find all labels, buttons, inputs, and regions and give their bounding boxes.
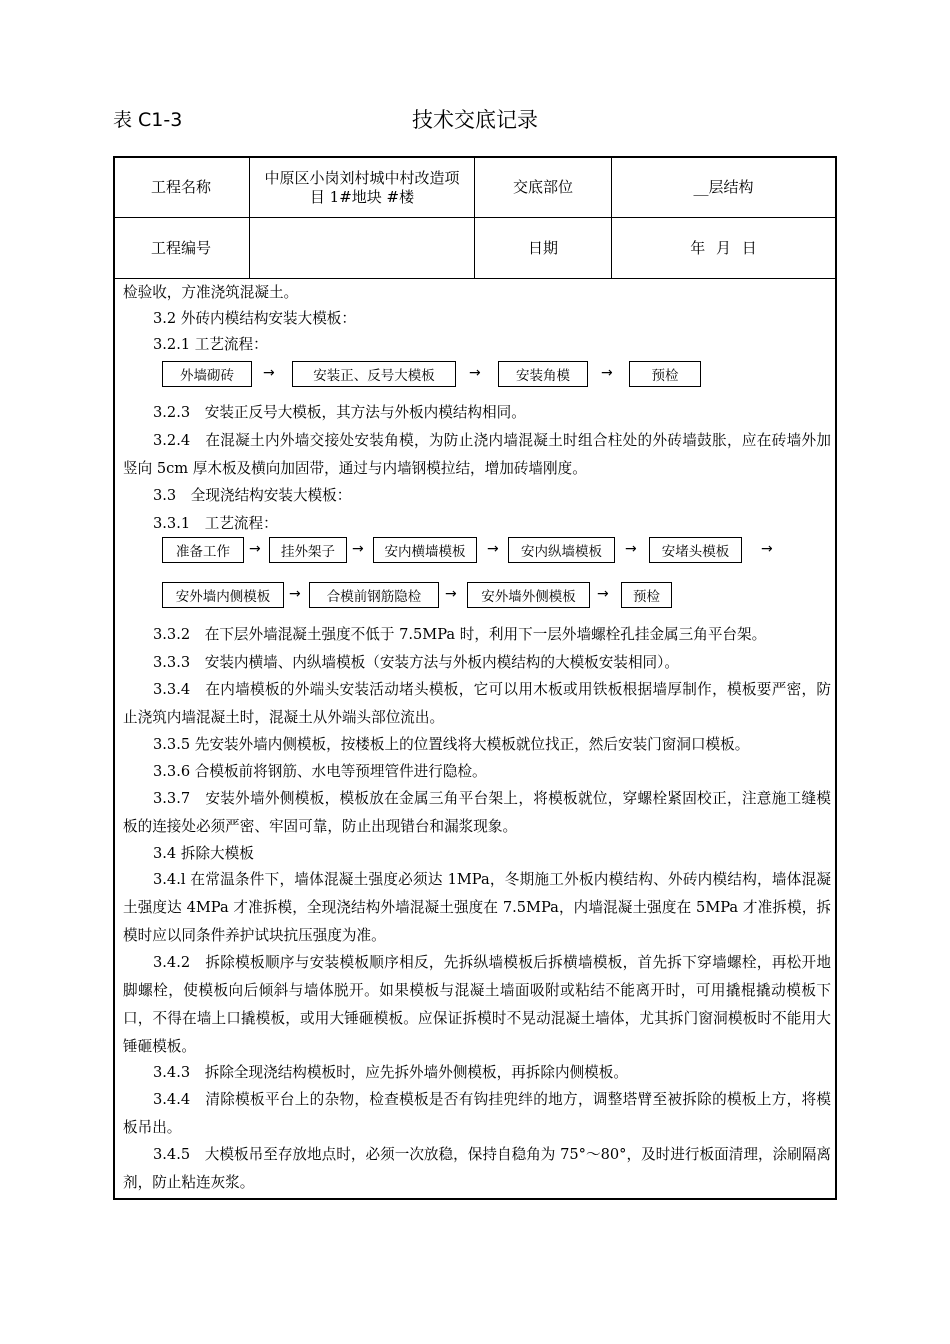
flow-step: 合模前钢筋隐检 (309, 582, 439, 608)
location-label: 交底部位 (512, 178, 573, 196)
content-area (123, 279, 831, 1195)
paragraph: 3.2 外砖内模结构安装大模板： (153, 310, 356, 327)
flow-arrow: → (625, 541, 637, 557)
flow-arrow: → (263, 365, 275, 381)
location-value: __层结构 (693, 178, 754, 196)
flow-step: 准备工作 (162, 537, 244, 563)
date-value: 年 月 日 (690, 238, 757, 257)
flow-step: 挂外架子 (269, 537, 347, 563)
flow-step: 预检 (621, 582, 672, 608)
project-name-value: 中原区小岗刘村城中村改造项目 1#地块 #楼 (264, 168, 460, 206)
flow-arrow: → (469, 365, 481, 381)
paragraph: 3.4.4 清除模板平台上的杂物，检查模板是否有钩挂兜绊的地方，调整塔臂至被拆除的模板上方，将模板吊出。 (123, 1091, 831, 1136)
project-no-value (250, 218, 474, 278)
paragraph: 3.4 拆除大模板 (153, 845, 254, 862)
paragraph: 3.3.7 安装外墙外侧模板，模板放在金属三角平台架上，将模板就位，穿螺栓紧固校正，注意施工缝模板的连接处必须严密、牢固可靠，防止出现错台和漏浆现象。 (123, 790, 831, 835)
paragraph: 检验收，方准浇筑混凝土。 (123, 284, 299, 301)
flow-step: 安装角模 (498, 361, 588, 387)
paragraph: 3.2.4 在混凝土内外墙交接处安装角模，为防止浇内墙混凝土时组合柱处的外砖墙鼓胀，应在砖墙外加竖向 5cm 厚木板及横向加固带，通过与内墙钢模拉结，增加砖墙刚度。 (123, 432, 831, 477)
document-title: 技术交底记录 (412, 108, 538, 132)
project-no-label: 工程编号 (150, 238, 211, 257)
flow-arrow: → (289, 586, 301, 602)
paragraph: 3.4.5 大模板吊至存放地点时，必须一次放稳，保持自稳角为 75°～80°，及时进行板面清理，涂刷隔离剂，防止粘连灰浆。 (123, 1146, 831, 1191)
paragraph: 3.3.1 工艺流程： (153, 515, 278, 532)
paragraph: 3.2.1 工艺流程： (153, 336, 268, 353)
paragraph: 3.3.4 在内墙模板的外端头安装活动堵头模板，它可以用木板或用铁板根据墙厚制作，模板要严密，防止浇筑内墙混凝土时，混凝土从外端头部位流出。 (123, 681, 831, 726)
flow-step: 安装正、反号大模板 (292, 361, 456, 387)
flow-step: 安外墙外侧模板 (467, 582, 590, 608)
flow-step: 安内横墙模板 (373, 537, 477, 563)
flow-step: 安内纵墙模板 (508, 537, 615, 563)
paragraph: 3.3 全现浇结构安装大模板： (153, 487, 352, 504)
flow-arrow: → (487, 541, 499, 557)
paragraph: 3.3.6 合模板前将钢筋、水电等预埋管件进行隐检。 (153, 763, 487, 780)
flow-arrow: → (352, 541, 364, 557)
flow-step: 安堵头模板 (649, 537, 742, 563)
project-name-label: 工程名称 (150, 178, 211, 196)
flow-step: 安外墙内侧模板 (162, 582, 284, 608)
flow-arrow: → (601, 365, 613, 381)
paragraph: 3.4.3 拆除全现浇结构模板时，应先拆外墙外侧模板，再拆除内侧模板。 (153, 1064, 628, 1081)
flow-arrow: → (597, 586, 609, 602)
flow-arrow: → (249, 541, 261, 557)
paragraph: 3.4.2 拆除模板顺序与安装模板顺序相反，先拆纵墙模板后拆横墙模板，首先拆下穿墙螺栓，再松开地脚螺栓，使模板向后倾斜与墙体脱开。如果模板与混凝土墙面吸附或粘结不能离开时，可用撬棍撬动模板下口，不得在墙上口撬模板，或用大锤砸模板。应保证拆模时不晃动混凝土墙体，尤其拆门窗洞模板时不能用大锤砸模板。 (123, 954, 831, 1055)
paragraph: 3.3.2 在下层外墙混凝土强度不低于 7.5MPa 时，利用下一层外墙螺栓孔挂金属三角平台架。 (153, 626, 767, 643)
date-label: 日期 (527, 238, 558, 257)
paragraph: 3.4.l 在常温条件下，墙体混凝土强度必须达 1MPa，冬期施工外板内模结构、外砖内模结构，墙体混凝土强度达 4MPa 才准拆模，全现浇结构外墙混凝土强度在 7.5MPa，内墙混凝土强度在 5MPa 才准拆模，拆模时应以同条件养护试块抗压强度为准。 (123, 871, 831, 944)
flow-step: 预检 (629, 361, 701, 387)
flow-step: 外墙砌砖 (162, 361, 252, 387)
form-code: 表 C1-3 (113, 109, 183, 131)
flow-arrow: → (761, 541, 773, 557)
flow-arrow: → (445, 586, 457, 602)
paragraph: 3.3.5 先安装外墙内侧模板，按楼板上的位置线将大模板就位找正，然后安装门窗洞口模板。 (153, 736, 750, 753)
paragraph: 3.2.3 安装正反号大模板，其方法与外板内模结构相同。 (153, 404, 526, 421)
paragraph: 3.3.3 安装内横墙、内纵墙模板（安装方法与外板内模结构的大模板安装相同）。 (153, 654, 680, 671)
